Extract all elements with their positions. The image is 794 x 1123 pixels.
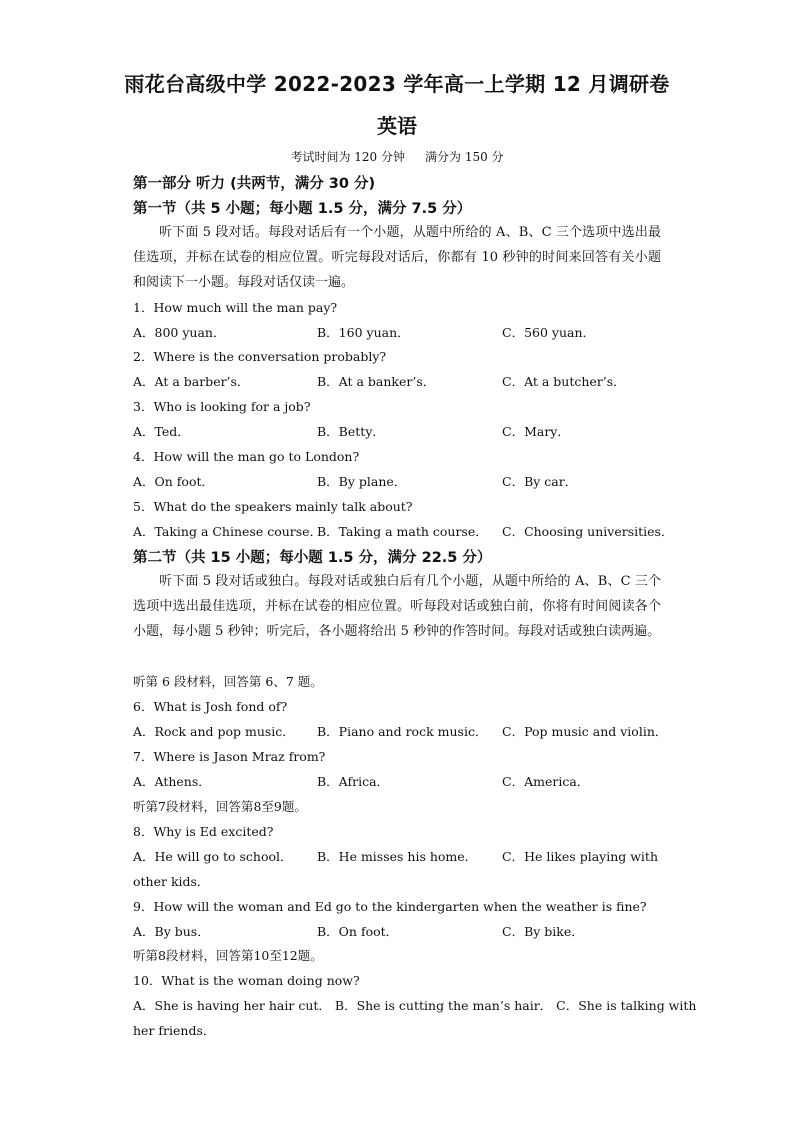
question-9: 9．How will the woman and Ed go to the kindergarten when the weather is fine? [133,899,647,914]
question-8: 8．Why is Ed excited? [133,824,274,839]
q3-option-c: C．Mary． [502,424,570,439]
question-7: 7．Where is Jason Mraz from? [133,749,326,764]
q9-option-a: A．By bus． [133,924,210,939]
q1-option-b: B．160 yuan． [317,325,410,340]
q6-option-b: B．Piano and rock music． [317,724,488,739]
section1-instructions: 听下面 5 段对话。每段对话后有一个小题，从题中所给的 A、B、C 三个选项中选出最佳选项，并标在试卷的相应位置。听完每段对话后，你都有 10 秒钟的时间来回答有关小题和阅读下一小题。每段对话仅读一遍。 [133,225,661,290]
q9-option-b: B．On foot． [317,924,399,939]
question-1: 1．How much will the man pay? [133,300,338,315]
q10-options-line2: her friends． [133,1023,216,1038]
section2-instructions: 听下面 5 段对话或独白。每段对话或独白后有几个小题，从题中所给的 A、B、C 三个选项中选出最佳选项，并标在试卷的相应位置。听每段对话或独白前，你将有时间阅读各个小题，每小题 5 秒钟；听完后，各小题将给出 5 秒钟的作答时间。每段对话或独白读两遍。 [133,574,661,639]
material-8-note: 听第8段材料，回答第10至12题。 [133,948,323,963]
q4-option-c: C．By car． [502,474,578,489]
q1-option-c: C．560 yuan． [502,325,596,340]
q8-option-a: A．He will go to school． [133,849,293,864]
q2-option-a: A．At a barber’s． [133,374,250,389]
q5-option-c: C．Choosing universities． [502,524,674,539]
q6-option-a: A．Rock and pop music． [133,724,295,739]
exam-time: 考试时间为 120 分钟 [290,150,405,164]
q4-option-b: B．By plane． [317,474,407,489]
q5-option-b: B．Taking a math course． [317,524,488,539]
q7-option-b: B．Africa． [317,774,390,789]
q10-options-line1: A．She is having her hair cut． B．She is cutting the man’s hair． C．She is talking with [133,998,697,1013]
q2-option-b: B．At a banker’s． [317,374,436,389]
q3-option-a: A．Ted． [133,424,190,439]
material-6-note: 听第 6 段材料，回答第 6、7 题。 [133,674,323,689]
q5-option-a: A．Taking a Chinese course． [133,524,323,539]
q7-option-a: A．Athens． [133,774,211,789]
q7-option-c: C．America． [502,774,590,789]
question-5: 5．What do the speakers mainly talk about? [133,499,413,514]
exam-meta [0,148,794,165]
exam-subject: 英语 [377,114,417,138]
q2-option-c: C．At a butcher’s． [502,374,626,389]
section1-heading: 第一节（共 5 小题；每小题 1.5 分，满分 7.5 分） [133,201,472,217]
material-7-note: 听第7段材料，回答第8至9题。 [133,799,307,814]
part1-heading: 第一部分 听力 (共两节，满分 30 分) [133,176,376,192]
q3-option-b: B．Betty． [317,424,385,439]
q8-option-b: B．He misses his home． [317,849,478,864]
exam-title: 雨花台高级中学 2022-2023 学年高一上学期 12 月调研卷 [124,72,670,96]
question-6: 6．What is Josh fond of? [133,699,288,714]
question-10: 10．What is the woman doing now? [133,973,360,988]
section2-heading: 第二节（共 15 小题；每小题 1.5 分，满分 22.5 分） [133,550,492,566]
q8-option-c-continued: other kids． [133,874,210,889]
q9-option-c: C．By bike． [502,924,584,939]
question-4: 4．How will the man go to London? [133,449,360,464]
question-3: 3．Who is looking for a job? [133,399,311,414]
q4-option-a: A．On foot． [133,474,214,489]
exam-score: 满分为 150 分 [425,150,504,164]
q8-option-c: C．He likes playing with [502,849,658,864]
q6-option-c: C．Pop music and violin． [502,724,668,739]
q1-option-a: A．800 yuan． [133,325,226,340]
question-2: 2．Where is the conversation probably? [133,349,387,364]
